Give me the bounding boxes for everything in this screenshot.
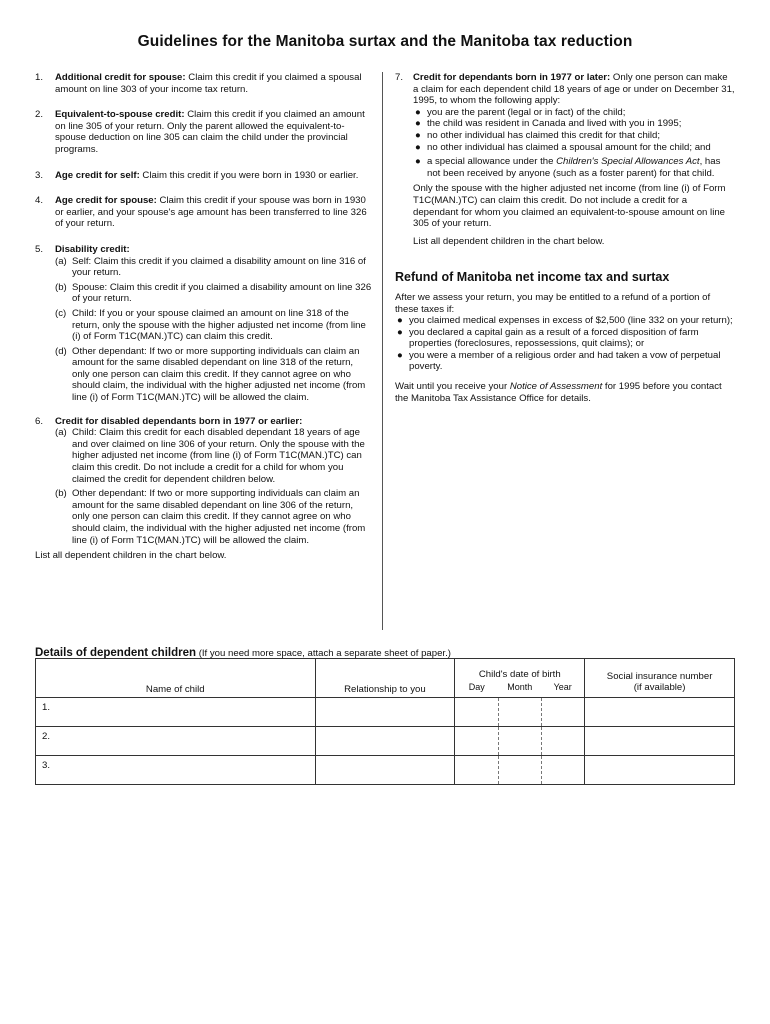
bullet-icon: ● — [415, 118, 421, 130]
act-name: Children's Special Allowances Act — [556, 156, 700, 168]
subitem-text: Other dependant: If two or more supporting individuals can claim an amount for the same disabled dependant on line 318 of the return, only one person can claim this credit. If they cannot agree on who should claim, the individual with the higher adjusted net income (from line (i) of Form T1C(MAN.)TC) will be allowed the claim. — [72, 345, 366, 404]
bullet-item — [395, 350, 735, 373]
subitem-label: (c) — [55, 307, 67, 319]
bullet-icon: ● — [397, 326, 403, 338]
item-number: 3. — [35, 169, 44, 181]
col-sin — [585, 659, 735, 698]
dob-subheaders — [455, 682, 584, 692]
item-3 — [35, 170, 373, 182]
row-number: 3. — [42, 760, 51, 771]
sin-cell[interactable] — [585, 698, 735, 727]
subitem-text: Spouse: Claim this credit if you claimed a disability amount on line 326 of your return. — [72, 281, 372, 305]
left-column — [35, 72, 373, 562]
bullet-text: the child was resident in Canada and lived with you in 1995; — [427, 118, 682, 130]
subitem-text: Other dependant: If two or more supporting individuals can claim an amount for the same disabled dependant on line 306 of the return, only one person can claim this credit. If they cannot agree on who should claim, the individual with the higher adjusted net income (from line (i) of Form T1C(MAN.)TC) will be allowed the claim. — [72, 488, 366, 546]
item-heading: Disability credit: — [55, 243, 130, 255]
refund-intro: After we assess your return, you may be entitled to a refund of a portion of these taxes if: — [395, 291, 711, 315]
item-heading: Age credit for self: — [55, 169, 140, 181]
item-number: 1. — [35, 72, 44, 83]
notice-name: Notice of Assessment — [509, 381, 603, 393]
wait-note — [395, 381, 735, 404]
col-name-child: Name of child — [36, 659, 316, 698]
bullet-icon: ● — [415, 141, 421, 153]
subitem-label: (a) — [55, 427, 67, 439]
item-6 — [35, 416, 373, 547]
subitem-5b — [55, 282, 373, 305]
bullet-icon: ● — [397, 315, 403, 327]
child-name-cell[interactable] — [36, 756, 316, 785]
bullet-text: you are the parent (legal or in fact) of the child; — [427, 106, 626, 118]
col-date-of-birth — [455, 659, 585, 698]
table-row — [36, 727, 735, 756]
bullet-text: you declared a capital gain as a result of a forced disposition of farm properties (foreclosures, repossessions, quit claims); or — [409, 326, 699, 350]
table-header — [36, 659, 735, 698]
bullet-text: a special allowance under the — [427, 156, 557, 168]
col-year: Year — [553, 682, 572, 692]
item-heading: Equivalent-to-spouse credit: — [55, 109, 185, 121]
subitem-label: (d) — [55, 345, 67, 357]
child-name-cell[interactable] — [36, 698, 316, 727]
item-number: 7. — [395, 72, 404, 83]
item-text: Claim this credit if you were born in 1930 or earlier. — [139, 169, 359, 181]
subitem-text: Self: Claim this credit if you claimed a disability amount on line 316 of your return. — [72, 255, 366, 279]
table-row — [36, 756, 735, 785]
item-text: Claim this credit if you claimed an amount on line 305 of your return. Only the parent allowed the equivalent-to-spouse deduction on line 305 can claim the child under the provincial programs. — [55, 109, 365, 155]
relationship-cell[interactable] — [315, 756, 455, 785]
bullet-icon: ● — [415, 129, 421, 141]
item-number: 5. — [35, 243, 44, 255]
item-text: Claim this credit if your spouse was born in 1930 or earlier, and your spouse's age amount has been transferred to line 326 of your return. — [55, 195, 367, 230]
relationship-cell[interactable] — [315, 727, 455, 756]
bullet-item — [413, 118, 735, 130]
bullet-icon: ● — [397, 349, 403, 361]
right-column — [395, 72, 735, 404]
sin-subheader: (if available) — [633, 682, 686, 693]
item-number: 4. — [35, 195, 44, 207]
refund-heading: Refund of Manitoba net income tax and surtax — [395, 270, 670, 285]
relationship-cell[interactable] — [315, 698, 455, 727]
subitem-label: (b) — [55, 488, 67, 500]
subitem-6a — [55, 427, 373, 485]
bullet-item — [413, 107, 735, 119]
row-number: 2. — [42, 731, 51, 742]
list-instruction: List all dependent children in the chart below. — [35, 550, 227, 562]
sin-cell[interactable] — [585, 756, 735, 785]
details-heading: Details of dependent children — [35, 647, 197, 659]
dependent-children-table — [35, 658, 735, 785]
item-text: Claim this credit if you claimed a spousal amount on line 303 of your income tax return. — [55, 72, 362, 95]
bullet-text: no other individual has claimed a spousal amount for the child; and — [427, 141, 711, 153]
col-month: Month — [507, 682, 533, 692]
subitem-5c — [55, 308, 373, 343]
table-row — [36, 698, 735, 727]
subitem-text: Child: Claim this credit for each disabled dependant 18 years of age and over claimed on line 306 of your return. Only the spouse with the higher adjusted net income (from line (i) of Form T1C(MAN.)TC) can claim this credit. Do not include a credit for a child for whom you claimed the credit for dependent children below. — [72, 427, 365, 485]
dob-cell[interactable] — [455, 756, 585, 785]
sin-header: Social insurance number — [606, 671, 713, 682]
bullet-text: you claimed medical expenses in excess of $2,500 (line 332 on your return); — [409, 315, 733, 327]
item-heading: Additional credit for spouse: — [55, 72, 186, 83]
item-7 — [395, 72, 735, 247]
subitem-5a — [55, 256, 373, 279]
item-1 — [35, 72, 373, 95]
subitem-text: Child: If you or your spouse claimed an amount on line 318 of the return, only the spouse with the higher adjusted net income (from line (i) of Form T1C(MAN.)TC) can claim this credit. — [72, 307, 366, 343]
dob-cell[interactable] — [455, 727, 585, 756]
item-text: Only one person can make a claim for each dependent child 18 years of age or under on December 31, 1995, to whom the following apply: — [413, 72, 735, 107]
col-relationship: Relationship to you — [315, 659, 455, 698]
item-5 — [35, 244, 373, 404]
item-number: 2. — [35, 109, 44, 121]
dob-cell[interactable] — [455, 698, 585, 727]
dob-header: Child's date of birth — [478, 669, 561, 680]
item-2 — [35, 109, 373, 155]
subitem-label: (a) — [55, 255, 67, 267]
bullet-text: you were a member of a religious order and had taken a vow of perpetual poverty. — [409, 349, 721, 373]
wait-text: for 1995 before you contact the Manitoba Tax Assistance Office for details. — [395, 381, 722, 404]
bullet-item — [413, 130, 735, 142]
item-heading: Age credit for spouse: — [55, 195, 157, 207]
subitem-5d — [55, 346, 373, 404]
bullet-text: , has not been received by anyone (such as a foster parent) for that child. — [427, 156, 721, 179]
item-note: Only the spouse with the higher adjusted net income (from line (i) of Form T1C(MAN.)TC) can claim this credit. Do not include a credit for a dependant for whom you claimed an equivalent-to-spouse amount on line 305 of your return. — [413, 183, 726, 230]
bullet-icon: ● — [415, 106, 421, 118]
page-title: Guidelines for the Manitoba surtax and the Manitoba tax reduction — [137, 33, 633, 50]
bullet-item — [395, 327, 735, 350]
row-number: 1. — [42, 702, 51, 713]
bullet-item — [395, 315, 735, 327]
item-number: 6. — [35, 415, 44, 427]
subitem-6b — [55, 488, 373, 546]
bullet-item — [413, 142, 735, 154]
sin-cell[interactable] — [585, 727, 735, 756]
list-instruction: List all dependent children in the chart below. — [413, 235, 605, 247]
wait-text: Wait until you receive your — [395, 381, 510, 393]
bullet-item — [413, 156, 735, 179]
item-heading: Credit for dependants born in 1977 or later: — [413, 72, 611, 83]
bullet-icon: ● — [415, 156, 421, 168]
column-divider — [382, 72, 383, 630]
child-name-cell[interactable] — [36, 727, 316, 756]
item-4 — [35, 195, 373, 230]
col-day: Day — [468, 682, 485, 692]
details-note: (If you need more space, attach a separate sheet of paper.) — [196, 648, 451, 659]
subitem-label: (b) — [55, 281, 67, 293]
item-heading: Credit for disabled dependants born in 1977 or earlier: — [55, 415, 303, 427]
bullet-text: no other individual has claimed this credit for that child; — [427, 129, 661, 141]
